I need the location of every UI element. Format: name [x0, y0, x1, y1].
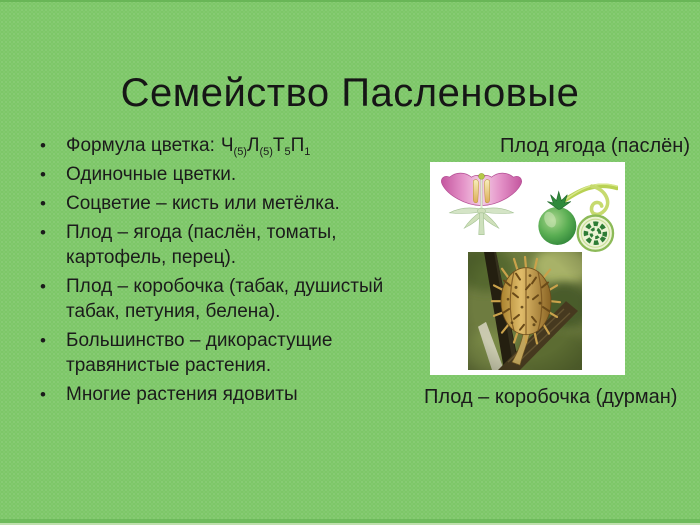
caption-berry-fruit: Плод ягода (паслён) — [499, 135, 690, 157]
list-item-text: Плод – ягода (паслён, томаты, картофель, перец). — [66, 222, 337, 268]
list-item — [30, 274, 408, 324]
list-item — [30, 220, 408, 270]
bullet-icon: • — [40, 385, 46, 404]
bullet-icon: • — [40, 277, 46, 296]
flower-cross-section-illustration — [435, 169, 528, 242]
datura-spiky-capsule-photo — [468, 252, 582, 370]
list-item-text: Соцветие – кисть или метёлка. — [66, 193, 340, 214]
bullet-list — [30, 133, 408, 411]
top-edge-divider — [0, 0, 700, 2]
list-item — [30, 328, 408, 378]
slide-title: Семейство Пасленовые — [120, 70, 580, 115]
list-item-text: Плод – коробочка (табак, душистый табак, петуния, белена). — [66, 276, 384, 322]
illustration-panel — [430, 162, 625, 375]
list-item-text: Формула цветка: — [66, 135, 215, 156]
bullet-icon: • — [40, 165, 46, 184]
bottom-edge-divider — [0, 519, 700, 525]
bullet-icon: • — [40, 331, 46, 350]
list-item — [30, 382, 408, 407]
green-berries-whole-and-cut-illustration — [532, 173, 618, 259]
bullet-icon: • — [40, 223, 46, 242]
list-item-text: Многие растения ядовиты — [66, 384, 298, 405]
bullet-icon: • — [40, 136, 46, 155]
bullet-icon: • — [40, 194, 46, 213]
list-item-text: Большинство – дикорастущие травянистые растения. — [66, 330, 333, 376]
list-item — [30, 162, 408, 187]
list-item-formula — [30, 133, 408, 158]
flower-formula: $Ч_{(5)}Л_{(5)}Т_5П_1$ — [220, 135, 311, 158]
caption-capsule-fruit: Плод – коробочка (дурман) — [424, 386, 678, 408]
list-item-text: Одиночные цветки. — [66, 164, 237, 185]
list-item — [30, 191, 408, 216]
